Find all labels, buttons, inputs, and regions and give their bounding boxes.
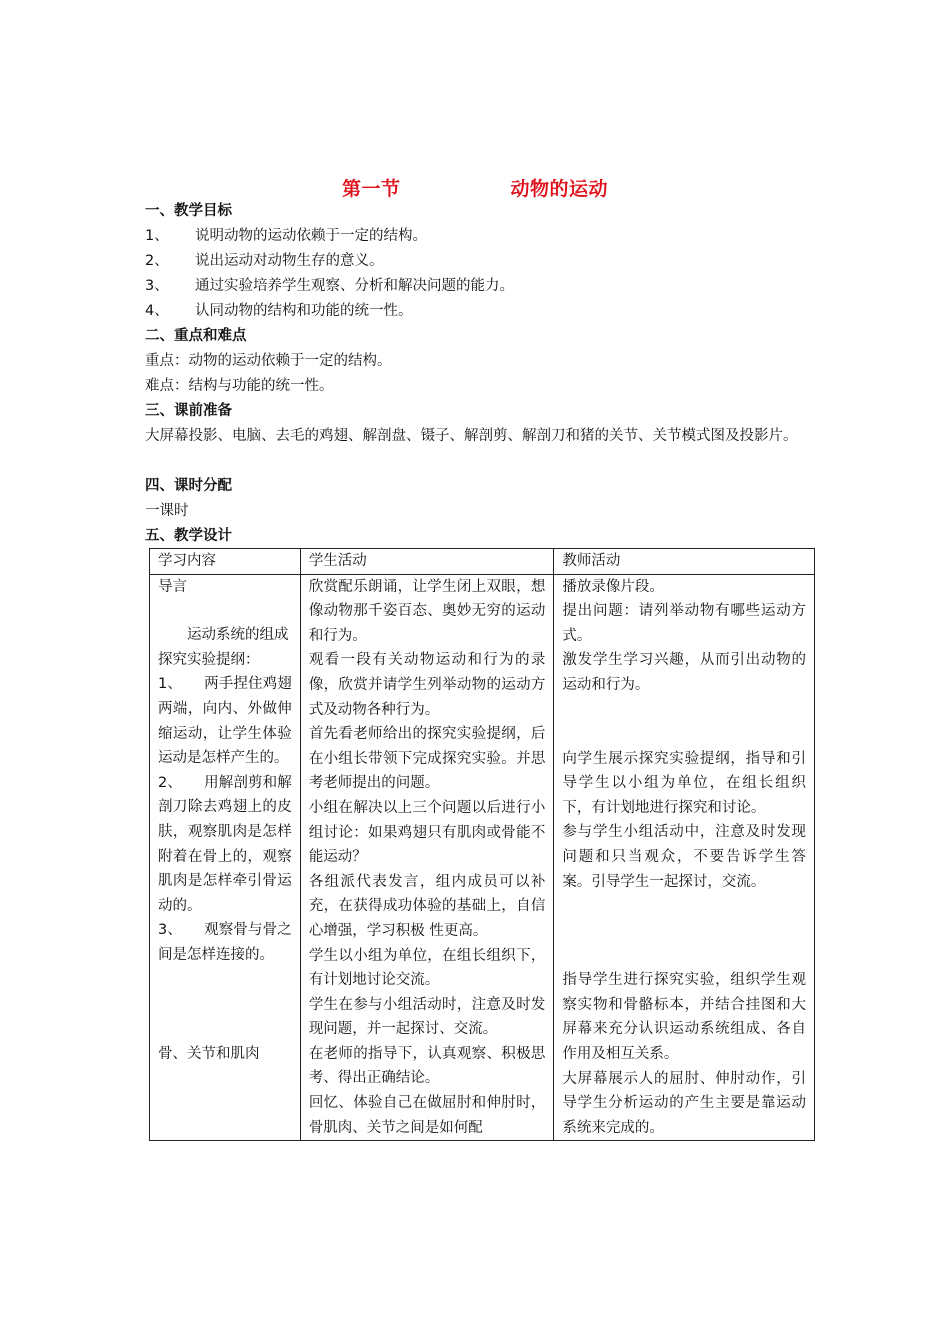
cell-paragraph: 观看一段有关动物运动和行为的录像，欣赏并请学生列举动物的运动方式及动物各种行为。 (308, 652, 546, 718)
cell-paragraph: 激发学生学习兴趣，从而引出动物的运动和行为。 (562, 652, 806, 693)
preparation-text: 大屏幕投影、电脑、去毛的鸡翅、解剖盘、镊子、解剖剪、解剖刀和猪的关节、关节模式图及投影片。 (145, 428, 798, 444)
goal-item (145, 224, 427, 248)
time-heading: 四、课时分配 (145, 478, 232, 494)
cell-paragraph: 运动系统的组成 (187, 627, 289, 644)
cell-paragraph: 骨、关节和肌肉 (158, 1045, 260, 1062)
goal-number: 3、 (145, 278, 169, 294)
key-points-heading: 二、重点和难点 (145, 328, 247, 344)
cell-paragraph: 各组派代表发言，组内成员可以补充，在获得成功体验的基础上，自信心增强，学习积极 性更高。 (308, 873, 546, 939)
teaching-design-table (149, 548, 815, 1141)
title-section-number: 第一节 (341, 178, 401, 200)
cell-paragraph: 播放录像片段。 (562, 578, 664, 595)
goal-text: 通过实验培养学生观察、分析和解决问题的能力。 (195, 278, 514, 294)
cell-paragraph: 指导学生进行探究实验，组织学生观察实物和骨骼标本，并结合挂图和大屏幕来充分认识运动系统组成、各自作用及相互关系。 (562, 972, 806, 1062)
goal-text: 说出运动对动物生存的意义。 (195, 253, 384, 269)
cell-paragraph: 小组在解决以上三个问题以后进行小组讨论：如果鸡翅只有肌肉或骨能不能运动？ (308, 799, 546, 866)
cell-paragraph: 在老师的指导下，认真观察、积极思考、得出正确结论。 (308, 1045, 546, 1087)
goal-number: 1、 (145, 228, 169, 244)
cell-paragraph: 首先看老师给出的探究实验提纲，后在小组长带领下完成探究实验。并思考老师提出的问题。 (308, 726, 546, 792)
goal-number: 2、 (145, 253, 169, 269)
cell-paragraph: 大屏幕展示人的屈肘、伸肘动作，引导学生分析运动的产生主要是靠运动系统来完成的。 (562, 1070, 806, 1136)
student-activity-cell (300, 574, 554, 1141)
time-text: 一课时 (145, 503, 189, 519)
cell-paragraph: 2、 用解剖剪和解剖刀除去鸡翅上的皮肤，观察肌肉是怎样附着在骨上的，观察肌肉是怎样牵引骨运动的。 (158, 774, 292, 914)
column-header: 学生活动 (300, 549, 554, 575)
page-title (0, 174, 950, 201)
table-header-row (150, 549, 815, 575)
cell-paragraph: 导言 (158, 578, 187, 595)
teacher-activity-cell (554, 574, 815, 1141)
goal-item (145, 274, 514, 298)
preparation-heading: 三、课前准备 (145, 403, 232, 419)
cell-paragraph: 3、 观察骨与骨之间是怎样连接的。 (158, 922, 292, 963)
table-row (150, 574, 815, 1141)
design-heading: 五、教学设计 (145, 528, 232, 544)
cell-paragraph: 向学生展示探究实验提纲，指导和引导学生以小组为单位，在组长组织下，有计划地进行探究和讨论。 (562, 750, 806, 816)
goals-heading: 一、教学目标 (145, 203, 232, 219)
cell-paragraph: 1、 两手捏住鸡翅两端，向内、外做伸缩运动，让学生体验运动是怎样产生的。 (158, 676, 292, 767)
cell-paragraph: 提出问题：请列举动物有哪些运动方式。 (562, 603, 806, 644)
title-topic: 动物的运动 (510, 178, 609, 200)
cell-paragraph: 欣赏配乐朗诵，让学生闭上双眼，想像动物那千姿百态、奥妙无穷的运动和行为。 (308, 578, 546, 644)
goal-number: 4、 (145, 303, 169, 319)
difficult-point-text: 难点：结构与功能的统一性。 (145, 378, 334, 394)
cell-paragraph: 回忆、体验自己在做屈肘和伸肘时，骨肌肉、关节之间是如何配 (308, 1095, 546, 1136)
cell-paragraph: 参与学生小组活动中，注意及时发现问题和只当观众，不要告诉学生答案。引导学生一起探讨，交流。 (562, 824, 806, 890)
column-header: 教师活动 (554, 549, 815, 575)
column-header: 学习内容 (150, 549, 301, 575)
goal-item (145, 249, 384, 273)
goal-text: 认同动物的结构和功能的统一性。 (195, 303, 413, 319)
cell-paragraph: 探究实验提纲： (158, 651, 260, 668)
goal-item (145, 299, 413, 323)
learning-content-cell (150, 574, 301, 1141)
cell-paragraph: 学生以小组为单位，在组长组织下，有计划地讨论交流。 (308, 947, 546, 989)
key-point-text: 重点：动物的运动依赖于一定的结构。 (145, 353, 392, 369)
goal-text: 说明动物的运动依赖于一定的结构。 (195, 228, 427, 244)
cell-paragraph: 学生在参与小组活动时，注意及时发现问题，并一起探讨、交流。 (308, 996, 546, 1038)
